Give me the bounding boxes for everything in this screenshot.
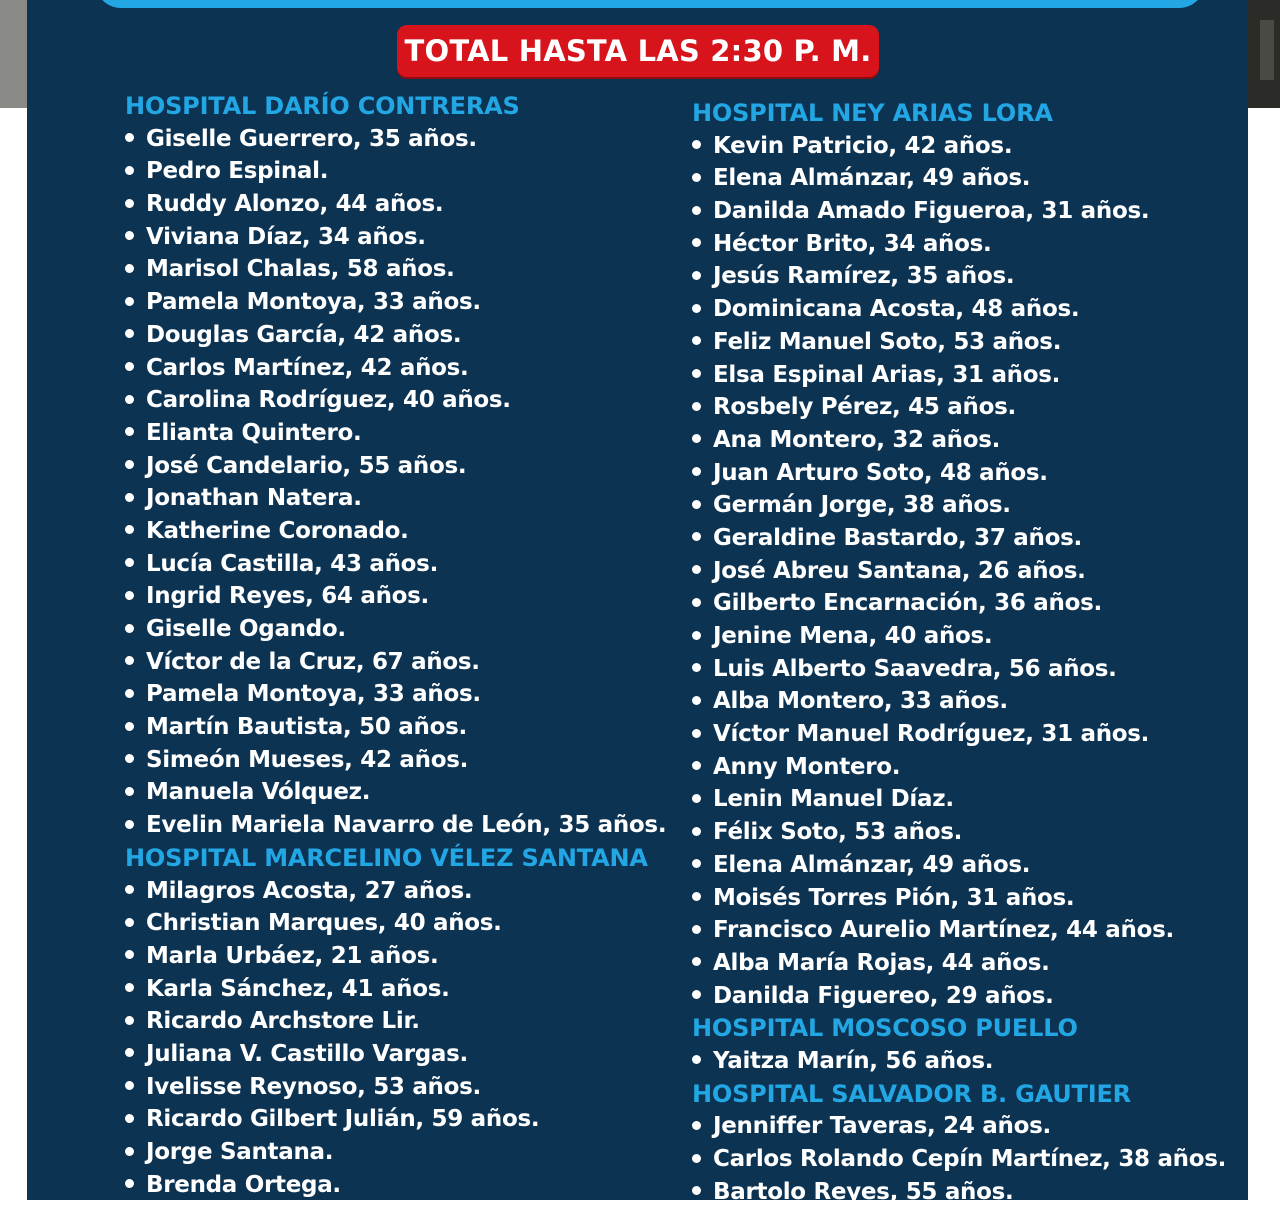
person-entry: Karla Sánchez, 41 años. — [146, 975, 450, 1002]
right-column — [692, 97, 1226, 1208]
list-item — [692, 685, 1226, 718]
person-entry: Pedro Espinal. — [146, 158, 329, 185]
list-item — [125, 875, 666, 908]
bullet-icon — [692, 173, 701, 182]
hospital-heading: HOSPITAL MARCELINO VÉLEZ SANTANA — [125, 843, 648, 872]
person-entry: Manuela Vólquez. — [146, 779, 371, 806]
total-banner — [397, 25, 879, 77]
background-photo-left — [0, 0, 30, 108]
person-entry: Dominicana Acosta, 48 años. — [713, 296, 1080, 323]
person-entry: Simeón Mueses, 42 años. — [146, 746, 469, 773]
bullet-icon — [125, 525, 134, 534]
bullet-icon — [692, 238, 701, 247]
bullet-icon — [692, 304, 701, 313]
person-entry: Carolina Rodríguez, 40 años. — [146, 387, 511, 414]
list-item — [692, 882, 1226, 915]
bullet-icon — [125, 754, 134, 763]
person-entry: Ricardo Gilbert Julián, 59 años. — [146, 1106, 540, 1133]
section-hospital-dario-contreras — [125, 90, 666, 842]
person-entry: Elena Almánzar, 49 años. — [713, 851, 1031, 878]
list-item — [692, 424, 1226, 457]
list-item — [125, 1136, 666, 1169]
person-entry: Danilda Amado Figueroa, 31 años. — [713, 198, 1150, 225]
bullet-icon — [692, 369, 701, 378]
list-item — [125, 352, 666, 385]
list-item — [692, 849, 1226, 882]
person-entry: Víctor Manuel Rodríguez, 31 años. — [713, 721, 1150, 748]
bullet-icon — [692, 859, 701, 868]
person-entry: Anny Montero. — [713, 753, 901, 780]
person-entry: José Candelario, 55 años. — [146, 452, 467, 479]
left-column — [125, 90, 666, 1201]
bullet-icon — [692, 467, 701, 476]
list-item — [692, 718, 1226, 751]
list-item — [125, 1103, 666, 1136]
bullet-icon — [125, 950, 134, 959]
list-item — [125, 319, 666, 352]
person-entry: Alba María Rojas, 44 años. — [713, 949, 1050, 976]
person-entry: Martín Bautista, 50 años. — [146, 714, 467, 741]
bullet-icon — [692, 206, 701, 215]
list-item — [692, 587, 1226, 620]
bullet-icon — [692, 1186, 701, 1195]
bullet-icon — [692, 827, 701, 836]
person-entry: Carlos Martínez, 42 años. — [146, 354, 469, 381]
list-item — [692, 1045, 1226, 1078]
person-entry: Brenda Ortega. — [146, 1171, 341, 1198]
person-entry: Viviana Díaz, 34 años. — [146, 223, 426, 250]
list-item — [125, 1005, 666, 1038]
person-entry: Pamela Montoya, 33 años. — [146, 681, 481, 708]
person-entry: Ana Montero, 32 años. — [713, 426, 1001, 453]
person-entry: Víctor de la Cruz, 67 años. — [146, 648, 480, 675]
bullet-icon — [125, 1147, 134, 1156]
bullet-icon — [692, 140, 701, 149]
person-entry: Kevin Patricio, 42 años. — [713, 132, 1013, 159]
person-entry: Evelin Mariela Navarro de León, 35 años. — [146, 812, 667, 839]
person-entry: Jorge Santana. — [146, 1139, 334, 1165]
section-hospital-salvador-b-gautier — [692, 1078, 1226, 1208]
bullet-icon — [692, 434, 701, 443]
person-entry: José Abreu Santana, 26 años. — [713, 557, 1086, 584]
list-item — [125, 188, 666, 221]
person-entry: Ricardo Archstore Lir. — [146, 1008, 420, 1035]
bullet-icon — [692, 532, 701, 541]
list-item — [692, 195, 1226, 228]
list-item — [692, 1176, 1226, 1208]
hospital-heading: HOSPITAL MOSCOSO PUELLO — [692, 1014, 1078, 1043]
list-item — [125, 515, 666, 548]
list-item — [125, 286, 666, 319]
list-item — [692, 162, 1226, 195]
bullet-icon — [125, 656, 134, 665]
list-item — [692, 947, 1226, 980]
bullet-icon — [692, 271, 701, 280]
bullet-icon — [125, 918, 134, 927]
person-entry: Marla Urbáez, 21 años. — [146, 942, 439, 969]
list-item — [125, 973, 666, 1006]
list-item — [692, 1110, 1226, 1143]
list-item — [125, 809, 666, 842]
bullet-icon — [125, 820, 134, 829]
hospital-heading: HOSPITAL NEY ARIAS LORA — [692, 99, 1053, 127]
bullet-icon — [692, 761, 701, 770]
person-entry: Lucía Castilla, 43 años. — [146, 550, 439, 577]
list-item — [692, 293, 1226, 326]
list-item — [125, 1071, 666, 1104]
list-item — [125, 646, 666, 679]
list-item — [125, 744, 666, 777]
person-entry: Francisco Aurelio Martínez, 44 años. — [713, 917, 1174, 944]
person-entry: Marisol Chalas, 58 años. — [146, 256, 455, 283]
list-item — [125, 450, 666, 483]
list-item — [125, 613, 666, 646]
list-item — [692, 653, 1226, 686]
list-item — [692, 457, 1226, 490]
bullet-icon — [125, 427, 134, 436]
bullet-icon — [125, 493, 134, 502]
bullet-icon — [125, 558, 134, 567]
person-entry: Jesús Ramírez, 35 años. — [713, 263, 1015, 290]
list-item — [692, 391, 1226, 424]
bullet-icon — [125, 591, 134, 600]
person-entry: Jenine Mena, 40 años. — [713, 623, 993, 649]
bullet-icon — [692, 729, 701, 738]
person-entry: Jenniffer Taveras, 24 años. — [713, 1113, 1051, 1140]
person-entry: Giselle Guerrero, 35 años. — [146, 125, 477, 152]
person-entry: Elsa Espinal Arias, 31 años. — [713, 361, 1061, 388]
section-hospital-ney-arias-lora — [692, 97, 1226, 1012]
person-entry: Alba Montero, 33 años. — [713, 688, 1008, 715]
list-item — [125, 417, 666, 450]
person-entry: Danilda Figuereo, 29 años. — [713, 982, 1054, 1009]
list-item — [692, 359, 1226, 392]
person-entry: Katherine Coronado. — [146, 517, 409, 544]
person-entry: Yaitza Marín, 56 años. — [713, 1047, 994, 1074]
list-item — [125, 155, 666, 188]
list-item — [125, 776, 666, 809]
person-entry: Douglas García, 42 años. — [146, 321, 462, 348]
list-item — [692, 326, 1226, 359]
person-entry: Bartolo Reyes, 55 años. — [713, 1178, 1014, 1205]
list-item — [125, 711, 666, 744]
person-entry: Giselle Ogando. — [146, 616, 346, 642]
bullet-icon — [125, 231, 134, 240]
bullet-icon — [692, 1121, 701, 1130]
bullet-icon — [125, 166, 134, 175]
person-entry: Feliz Manuel Soto, 53 años. — [713, 328, 1062, 355]
list-item — [692, 555, 1226, 588]
bullet-icon — [125, 787, 134, 796]
list-item — [692, 228, 1226, 261]
bullet-icon — [125, 395, 134, 404]
bullet-icon — [692, 565, 701, 574]
bullet-icon — [692, 957, 701, 966]
list-item — [125, 907, 666, 940]
bullet-icon — [692, 990, 701, 999]
list-item — [692, 620, 1226, 653]
person-entry: Rosbely Pérez, 45 años. — [713, 394, 1016, 421]
person-entry: Ingrid Reyes, 64 años. — [146, 583, 429, 610]
bullet-icon — [692, 696, 701, 705]
list-item — [125, 482, 666, 515]
list-item — [125, 940, 666, 973]
list-item — [692, 1143, 1226, 1176]
list-item — [125, 548, 666, 581]
list-item — [692, 751, 1226, 784]
list-item — [125, 384, 666, 417]
bullet-icon — [125, 199, 134, 208]
person-entry: Félix Soto, 53 años. — [713, 819, 963, 846]
bullet-icon — [125, 1016, 134, 1025]
person-entry: Pamela Montoya, 33 años. — [146, 289, 481, 316]
bullet-icon — [125, 362, 134, 371]
list-item — [125, 123, 666, 156]
bullet-icon — [125, 1048, 134, 1057]
person-entry: Juan Arturo Soto, 48 años. — [713, 459, 1048, 486]
bullet-icon — [125, 885, 134, 894]
person-entry: Luis Alberto Saavedra, 56 años. — [713, 655, 1117, 682]
header-bar — [95, 0, 1205, 8]
bullet-icon — [692, 336, 701, 345]
bullet-icon — [125, 689, 134, 698]
list-item — [692, 522, 1226, 555]
person-entry: Juliana V. Castillo Vargas. — [146, 1040, 468, 1067]
background-photo-right — [1246, 0, 1280, 108]
bullet-icon — [125, 624, 134, 633]
person-entry: Moisés Torres Pión, 31 años. — [713, 884, 1075, 911]
bullet-icon — [692, 1154, 701, 1163]
bullet-icon — [692, 500, 701, 509]
list-item — [692, 489, 1226, 522]
bullet-icon — [125, 133, 134, 142]
section-hospital-moscoso-puello — [692, 1012, 1226, 1077]
section-hospital-marcelino-velez-santana — [125, 842, 666, 1202]
person-entry: Héctor Brito, 34 años. — [713, 230, 992, 257]
person-entry: Elianta Quintero. — [146, 419, 362, 446]
list-item — [125, 1169, 666, 1202]
person-entry: Geraldine Bastardo, 37 años. — [713, 524, 1082, 551]
bullet-icon — [125, 983, 134, 992]
list-item — [125, 580, 666, 613]
bullet-icon — [692, 402, 701, 411]
bullet-icon — [692, 892, 701, 901]
list-item — [692, 783, 1226, 816]
list-item — [692, 980, 1226, 1013]
person-entry: Elena Almánzar, 49 años. — [713, 165, 1031, 192]
bullet-icon — [125, 1081, 134, 1090]
bullet-icon — [125, 1114, 134, 1123]
bullet-icon — [692, 925, 701, 934]
list-item — [125, 678, 666, 711]
list-item — [692, 914, 1226, 947]
list-item — [692, 816, 1226, 849]
list-item — [125, 221, 666, 254]
bullet-icon — [692, 1055, 701, 1064]
bullet-icon — [692, 663, 701, 672]
person-entry: Ivelisse Reynoso, 53 años. — [146, 1073, 481, 1100]
bullet-icon — [692, 631, 701, 640]
list-item — [125, 253, 666, 286]
person-entry: Gilberto Encarnación, 36 años. — [713, 590, 1102, 617]
person-entry: Germán Jorge, 38 años. — [713, 492, 1011, 519]
list-item — [692, 130, 1226, 163]
list-item — [125, 1038, 666, 1071]
person-entry: Christian Marques, 40 años. — [146, 910, 502, 937]
bullet-icon — [692, 794, 701, 803]
bullet-icon — [125, 264, 134, 273]
person-entry: Jonathan Natera. — [146, 485, 362, 512]
bullet-icon — [692, 598, 701, 607]
bullet-icon — [125, 329, 134, 338]
hospital-heading: HOSPITAL DARÍO CONTRERAS — [125, 92, 520, 120]
total-banner-text: TOTAL HASTA LAS 2:30 P. M. — [404, 34, 872, 68]
person-entry: Ruddy Alonzo, 44 años. — [146, 191, 444, 218]
person-entry: Lenin Manuel Díaz. — [713, 786, 954, 813]
hospital-heading: HOSPITAL SALVADOR B. GAUTIER — [692, 1079, 1131, 1108]
bullet-icon — [125, 1179, 134, 1188]
bullet-icon — [125, 722, 134, 731]
bullet-icon — [125, 460, 134, 469]
bullet-icon — [125, 297, 134, 306]
list-item — [692, 260, 1226, 293]
person-entry: Carlos Rolando Cepín Martínez, 38 años. — [713, 1146, 1227, 1172]
person-entry: Milagros Acosta, 27 años. — [146, 877, 473, 904]
